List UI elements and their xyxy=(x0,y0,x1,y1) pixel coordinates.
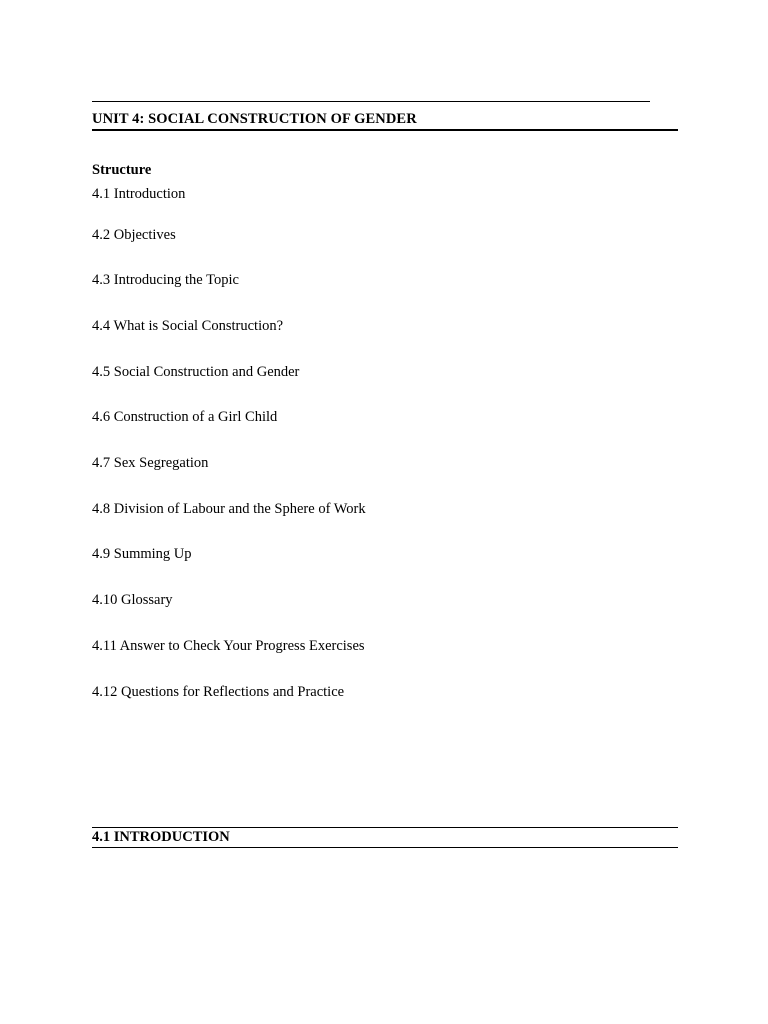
section-rule-bottom xyxy=(92,847,678,848)
section-heading-introduction: 4.1 INTRODUCTION xyxy=(92,829,230,845)
toc-item-4-1: 4.1 Introduction xyxy=(92,186,186,202)
title-underline xyxy=(92,129,678,131)
toc-item-4-8: 4.8 Division of Labour and the Sphere of Work xyxy=(92,501,366,517)
section-rule-top xyxy=(92,827,678,828)
toc-item-4-9: 4.9 Summing Up xyxy=(92,546,192,562)
toc-item-4-2: 4.2 Objectives xyxy=(92,227,176,243)
toc-item-4-4: 4.4 What is Social Construction? xyxy=(92,318,284,334)
toc-item-4-7: 4.7 Sex Segregation xyxy=(92,455,209,471)
toc-item-4-3: 4.3 Introducing the Topic xyxy=(92,272,239,288)
top-rule xyxy=(92,101,650,102)
toc-item-4-10: 4.10 Glossary xyxy=(92,592,173,608)
toc-item-4-6: 4.6 Construction of a Girl Child xyxy=(92,409,278,425)
toc-item-4-12: 4.12 Questions for Reflections and Practice xyxy=(92,684,345,700)
toc-item-4-11: 4.11 Answer to Check Your Progress Exercises xyxy=(92,638,365,654)
unit-title: UNIT 4: SOCIAL CONSTRUCTION OF GENDER xyxy=(92,111,417,127)
structure-heading: Structure xyxy=(92,162,152,178)
toc-item-4-5: 4.5 Social Construction and Gender xyxy=(92,364,300,380)
